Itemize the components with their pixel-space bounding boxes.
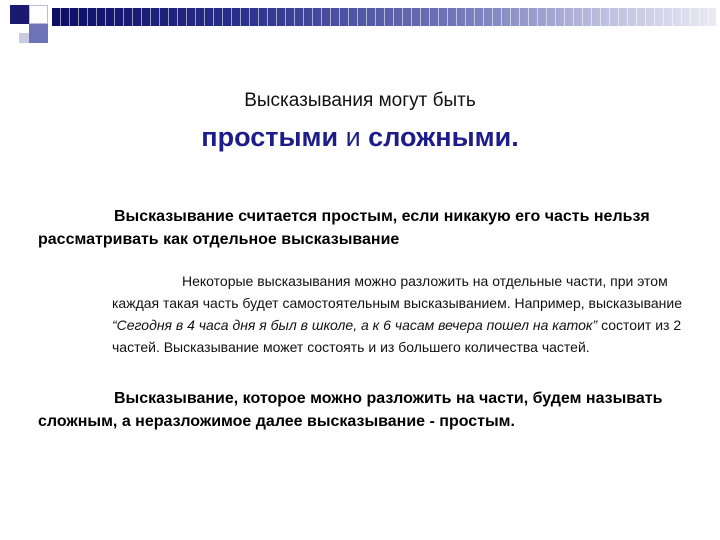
- example-quote: “Сегодня в 4 часа дня я был в школе, а к 6 часам вечера пошел на каток”: [112, 317, 598, 333]
- example-text-after: состоит из 2 частей. Высказывание может состоять и из большего количества частей.: [112, 317, 682, 355]
- decor-square-mid: [29, 24, 48, 43]
- paragraph-conclusion-text: Высказывание, которое можно разложить на части, будем называть сложным, а неразложимое далее высказывание - простым.: [38, 390, 663, 430]
- example-text-before: Некоторые высказывания можно разложить на отдельные части, при этом каждая такая часть будет самостоятельным высказыванием. Например, высказывание: [112, 273, 682, 311]
- heading-word-simple: простыми: [201, 122, 339, 152]
- paragraph-conclusion: [38, 387, 678, 433]
- decor-gradient-bar: [52, 8, 716, 26]
- heading-period: .: [511, 122, 519, 152]
- paragraph-simple-text: Высказывание считается простым, если никакую его часть нельзя рассматривать как отдельное высказывание: [38, 208, 650, 248]
- slide-heading-line1: Высказывания могут быть: [244, 90, 476, 111]
- slide-heading-line2: [0, 122, 720, 153]
- decor-square-light: [19, 33, 29, 43]
- paragraph-simple-definition: [38, 205, 678, 251]
- heading-word-complex: сложными: [368, 122, 512, 152]
- decor-square-dark: [10, 5, 29, 24]
- paragraph-example: [112, 270, 687, 358]
- heading-conjunction: и: [338, 122, 369, 152]
- decor-square-outline: [29, 5, 48, 24]
